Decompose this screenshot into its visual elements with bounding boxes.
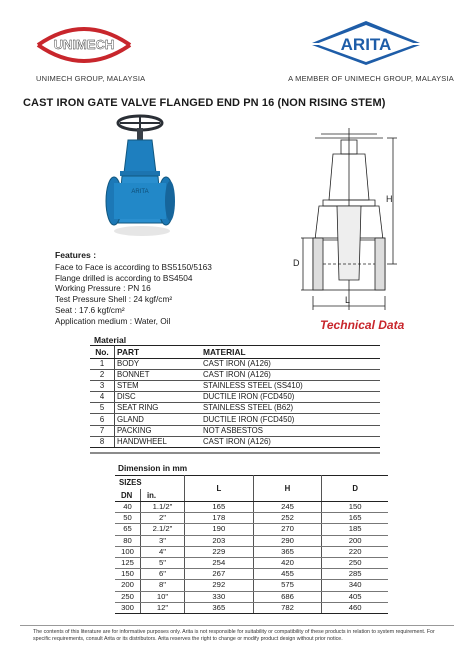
cell-h: 365: [253, 546, 322, 557]
cell-d: 340: [322, 580, 388, 591]
cell-in: 5": [141, 557, 185, 568]
drawing-label-h: H: [386, 194, 393, 204]
cell-d: 460: [322, 602, 388, 613]
cell-in: 3": [141, 535, 185, 546]
cell-d: 150: [322, 502, 388, 513]
row-no: 7: [90, 425, 115, 436]
dimension-row: [115, 580, 388, 591]
cell-dn: 50: [115, 513, 141, 524]
cell-d: 185: [322, 524, 388, 535]
dimension-table: [115, 475, 388, 614]
cell-h: 686: [253, 591, 322, 602]
material-label: Material: [94, 335, 127, 345]
cell-h: 455: [253, 569, 322, 580]
cell-l: 203: [185, 535, 254, 546]
svg-text:ARITA: ARITA: [131, 189, 149, 195]
cell-l: 165: [185, 502, 254, 513]
page-title: CAST IRON GATE VALVE FLANGED END PN 16 (NON RISING STEM): [23, 97, 386, 109]
row-part: BODY: [115, 359, 202, 370]
dimension-row: [115, 569, 388, 580]
valve-photo: [100, 113, 192, 245]
svg-text:ARITA: ARITA: [340, 35, 392, 54]
cell-dn: 200: [115, 580, 141, 591]
feature-item: Test Pressure Shell : 24 kgf/cm²: [55, 294, 173, 305]
footer-divider: [20, 625, 454, 626]
row-material: NOT ASBESTOS: [201, 425, 380, 436]
cell-h: 420: [253, 557, 322, 568]
material-row: [90, 381, 380, 392]
cell-dn: 250: [115, 591, 141, 602]
row-part: GLAND: [115, 414, 202, 425]
drawing-label-d: D: [293, 258, 300, 268]
features-block: [55, 250, 212, 327]
cell-in: 2": [141, 513, 185, 524]
dimension-row: [115, 502, 388, 513]
cell-h: 782: [253, 602, 322, 613]
feature-item: Working Pressure : PN 16: [55, 283, 151, 294]
cell-h: 575: [253, 580, 322, 591]
row-no: 6: [90, 414, 115, 425]
cell-d: 285: [322, 569, 388, 580]
row-material: STAINLESS STEEL (SS410): [201, 381, 380, 392]
cell-l: 330: [185, 591, 254, 602]
unimech-logo: [34, 25, 134, 65]
row-material: CAST IRON (A126): [201, 359, 380, 370]
cell-in: 6": [141, 569, 185, 580]
row-no: 4: [90, 392, 115, 403]
cell-in: 1.1/2": [141, 502, 185, 513]
feature-item: Flange drilled is according to BS4504: [55, 272, 193, 283]
row-material: DUCTILE IRON (FCD450): [201, 414, 380, 425]
row-part: SEAT RING: [115, 403, 202, 414]
dimension-row: [115, 602, 388, 613]
cell-d: 165: [322, 513, 388, 524]
col-header-part: PART: [115, 346, 202, 359]
row-no: 2: [90, 370, 115, 381]
cell-dn: 100: [115, 546, 141, 557]
cell-dn: 65: [115, 524, 141, 535]
col-header-dn: DN: [115, 489, 141, 502]
material-row: [90, 436, 380, 447]
col-header-l: L: [185, 476, 254, 502]
col-header-sizes: SIZES: [115, 476, 185, 490]
row-no: 1: [90, 359, 115, 370]
group-left-caption: UNIMECH GROUP, MALAYSIA: [36, 74, 146, 83]
col-header-d: D: [322, 476, 388, 502]
cell-l: 292: [185, 580, 254, 591]
cell-d: 250: [322, 557, 388, 568]
group-right-caption: A MEMBER OF UNIMECH GROUP, MALAYSIA: [288, 74, 454, 83]
cell-l: 365: [185, 602, 254, 613]
row-part: BONNET: [115, 370, 202, 381]
cell-l: 267: [185, 569, 254, 580]
cell-h: 270: [253, 524, 322, 535]
material-row: [90, 392, 380, 403]
valve-dimension-drawing: [293, 120, 406, 318]
cell-l: 178: [185, 513, 254, 524]
col-header-h: H: [253, 476, 322, 502]
row-part: PACKING: [115, 425, 202, 436]
col-header-material: MATERIAL: [201, 346, 380, 359]
cell-l: 254: [185, 557, 254, 568]
material-table: [90, 345, 380, 448]
cell-h: 290: [253, 535, 322, 546]
feature-item: Application medium : Water, Oil: [55, 315, 171, 326]
material-row: [90, 403, 380, 414]
svg-text:UNIMECH: UNIMECH: [53, 37, 115, 52]
row-material: DUCTILE IRON (FCD450): [201, 392, 380, 403]
row-no: 5: [90, 403, 115, 414]
cell-dn: 125: [115, 557, 141, 568]
cell-in: 10": [141, 591, 185, 602]
cell-d: 405: [322, 591, 388, 602]
dimension-label: Dimension in mm: [118, 463, 188, 473]
cell-in: 8": [141, 580, 185, 591]
cell-dn: 300: [115, 602, 141, 613]
dimension-row: [115, 557, 388, 568]
material-row: [90, 414, 380, 425]
cell-d: 200: [322, 535, 388, 546]
cell-l: 229: [185, 546, 254, 557]
dimension-row: [115, 546, 388, 557]
footer-disclaimer: The contents of this literature are for informative purposes only. Arita is not responsible for suitability or compatibility of these products in relation to system requirement. For specific requirements, consult Arita or its distributors. Arita reserves the right to change or modify product design without prior notice.: [33, 629, 435, 642]
row-part: HANDWHEEL: [115, 436, 202, 447]
cell-h: 245: [253, 502, 322, 513]
drawing-label-l: L: [345, 295, 351, 305]
dimension-row: [115, 535, 388, 546]
cell-dn: 150: [115, 569, 141, 580]
col-header-in: in.: [141, 489, 185, 502]
technical-data-heading: Technical Data: [320, 318, 405, 332]
cell-d: 220: [322, 546, 388, 557]
row-material: CAST IRON (A126): [201, 370, 380, 381]
row-no: 3: [90, 381, 115, 392]
dimension-row: [115, 591, 388, 602]
cell-in: 4": [141, 546, 185, 557]
section-divider: [90, 452, 380, 454]
feature-item: Face to Face is according to BS5150/5163: [55, 261, 212, 272]
cell-l: 190: [185, 524, 254, 535]
material-row: [90, 370, 380, 381]
arita-logo: [310, 17, 422, 67]
row-part: DISC: [115, 392, 202, 403]
cell-in: 12": [141, 602, 185, 613]
row-material: STAINLESS STEEL (B62): [201, 403, 380, 414]
material-row: [90, 425, 380, 436]
dimension-row: [115, 513, 388, 524]
row-part: STEM: [115, 381, 202, 392]
cell-dn: 80: [115, 535, 141, 546]
dimension-row: [115, 524, 388, 535]
cell-in: 2.1/2": [141, 524, 185, 535]
cell-dn: 40: [115, 502, 141, 513]
row-no: 8: [90, 436, 115, 447]
col-header-no: No.: [90, 346, 115, 359]
features-heading: Features :: [55, 250, 97, 260]
row-material: CAST IRON (A126): [201, 436, 380, 447]
material-row: [90, 359, 380, 370]
cell-h: 252: [253, 513, 322, 524]
feature-item: Seat : 17.6 kgf/cm²: [55, 304, 125, 315]
